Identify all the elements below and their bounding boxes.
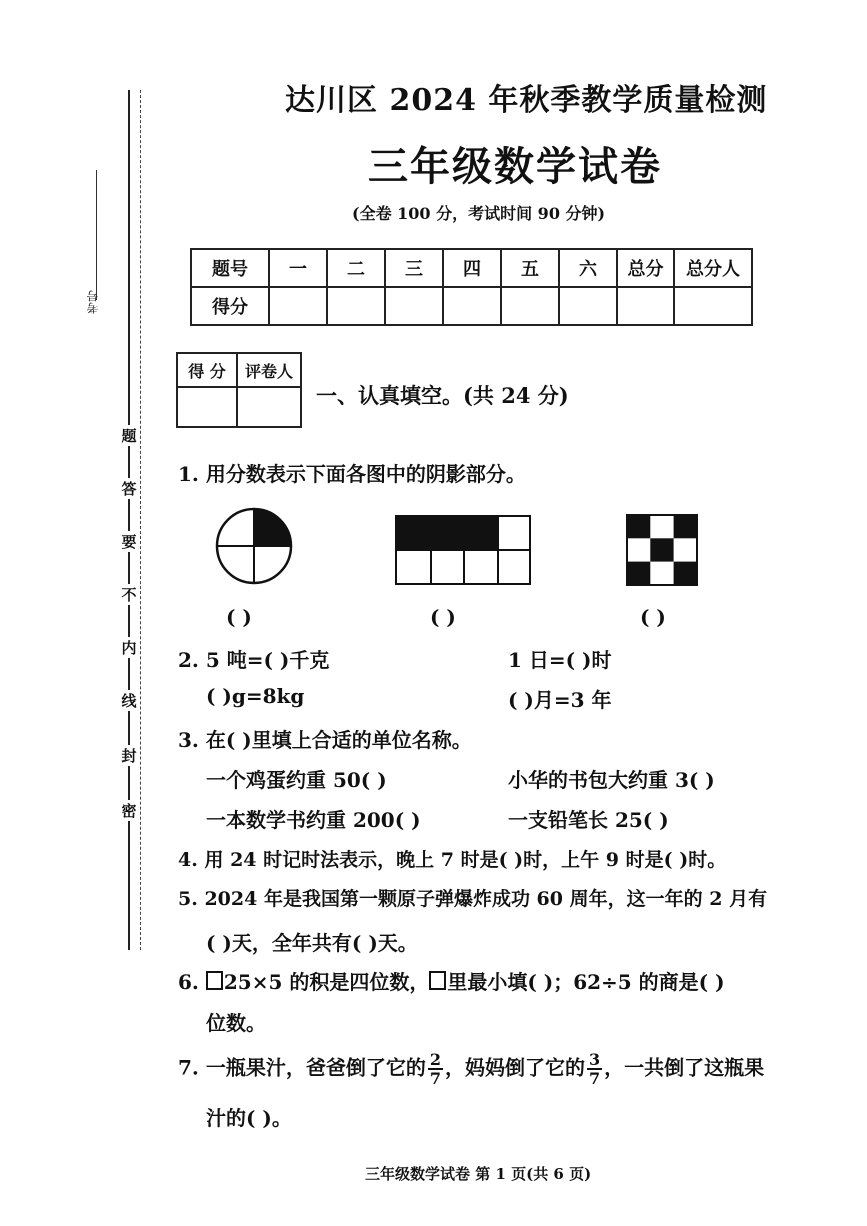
question-1: 1. 用分数表示下面各图中的阴影部分。 bbox=[178, 462, 526, 486]
grader-name-cell[interactable] bbox=[237, 387, 301, 427]
square-blank-icon bbox=[206, 971, 223, 990]
score-cell[interactable] bbox=[617, 287, 674, 325]
rectangle-shaded-part bbox=[396, 516, 498, 550]
rectangle-figure bbox=[394, 514, 532, 586]
question-7-text-a: 7. 一瓶果汁，爸爸倒了它的 bbox=[178, 1055, 426, 1080]
question-6-number: 6. bbox=[178, 970, 199, 994]
binding-char: 要 bbox=[121, 533, 137, 551]
score-cell[interactable] bbox=[269, 287, 327, 325]
question-6-text-b: 里最小填( )；62÷5 的商是( ) bbox=[447, 970, 725, 994]
question-7-text-c: ，一共倒了这瓶果 bbox=[604, 1055, 765, 1080]
exam-subtitle: 三年级数学试卷 bbox=[368, 143, 662, 190]
question-3b: 小华的书包大约重 3( ) bbox=[508, 768, 715, 792]
grader-box bbox=[176, 352, 302, 428]
page-footer: 三年级数学试卷 第 1 页(共 6 页) bbox=[365, 1165, 592, 1183]
score-cell[interactable] bbox=[559, 287, 617, 325]
binding-dashed-line bbox=[140, 90, 141, 950]
binding-char: 题 bbox=[121, 427, 137, 445]
binding-char: 线 bbox=[121, 692, 137, 710]
answer-blank[interactable]: ( ) bbox=[430, 605, 456, 629]
grader-score-label: 得 分 bbox=[177, 353, 237, 387]
circle-figure bbox=[214, 505, 294, 587]
name-line bbox=[96, 170, 97, 300]
question-2b: 1 日=( )时 bbox=[508, 648, 612, 672]
score-cell[interactable] bbox=[327, 287, 385, 325]
score-table-score-label: 得分 bbox=[191, 287, 269, 325]
score-table-column: 总分 bbox=[617, 249, 674, 287]
question-3: 3. 在( )里填上合适的单位名称。 bbox=[178, 728, 472, 752]
question-5b: ( )天，全年共有( )天。 bbox=[206, 931, 418, 955]
section-title: 一、认真填空。(共 24 分) bbox=[316, 383, 569, 408]
checkerboard-figure bbox=[626, 514, 698, 586]
checkerboard-shaded-cell bbox=[627, 562, 650, 585]
score-table-row-header: 题号 bbox=[191, 249, 269, 287]
score-table-score-row bbox=[191, 287, 752, 325]
question-2c: ( )g=8kg bbox=[206, 684, 305, 708]
score-cell[interactable] bbox=[443, 287, 501, 325]
score-table-column: 四 bbox=[443, 249, 501, 287]
score-table-column: 一 bbox=[269, 249, 327, 287]
score-cell[interactable] bbox=[674, 287, 752, 325]
exam-title: 达川区 2024 年秋季教学质量检测 bbox=[285, 83, 768, 118]
checkerboard-shaded-cell bbox=[674, 515, 697, 538]
binding-char: 不 bbox=[121, 586, 137, 604]
question-2a: 2. 5 吨=( )千克 bbox=[178, 648, 330, 672]
score-table bbox=[190, 248, 753, 326]
exam-number-label: 考号 bbox=[86, 290, 100, 314]
question-7-text-b: ，妈妈倒了它的 bbox=[444, 1055, 585, 1080]
binding-char: 内 bbox=[121, 639, 137, 657]
score-cell[interactable] bbox=[501, 287, 559, 325]
question-4: 4. 用 24 时记时法表示，晚上 7 时是( )时，上午 9 时是( )时。 bbox=[178, 849, 727, 871]
score-table-header-row bbox=[191, 249, 752, 287]
score-table-column: 三 bbox=[385, 249, 443, 287]
question-6-text-a: 25×5 的积是四位数， bbox=[223, 970, 430, 994]
binding-char: 密 bbox=[121, 802, 137, 820]
grader-name-label: 评卷人 bbox=[237, 353, 301, 387]
score-cell[interactable] bbox=[385, 287, 443, 325]
question-5a: 5. 2024 年是我国第一颗原子弹爆炸成功 60 周年，这一年的 2 月有 bbox=[178, 888, 768, 910]
question-6c: 位数。 bbox=[206, 1011, 266, 1035]
binding-char: 封 bbox=[121, 747, 137, 765]
score-table-column: 总分人 bbox=[674, 249, 752, 287]
answer-blank[interactable]: ( ) bbox=[226, 605, 252, 629]
question-6 bbox=[178, 966, 725, 995]
answer-blank[interactable]: ( ) bbox=[640, 605, 666, 629]
checkerboard-shaded-cell bbox=[650, 538, 673, 561]
question-7 bbox=[178, 1051, 764, 1087]
score-table-column: 六 bbox=[559, 249, 617, 287]
grader-score-cell[interactable] bbox=[177, 387, 237, 427]
question-2d: ( )月=3 年 bbox=[508, 688, 612, 712]
binding-char: 答 bbox=[121, 480, 137, 498]
question-7d: 汁的( )。 bbox=[206, 1106, 292, 1130]
binding-line bbox=[128, 90, 130, 950]
score-table-column: 二 bbox=[327, 249, 385, 287]
question-3c: 一本数学书约重 200( ) bbox=[206, 808, 421, 832]
fraction-two-sevenths: $\frac{2}{7}$ bbox=[429, 1050, 441, 1088]
fraction-three-sevenths: $\frac{3}{7}$ bbox=[588, 1050, 601, 1088]
score-table-column: 五 bbox=[501, 249, 559, 287]
square-blank-icon bbox=[429, 971, 446, 990]
checkerboard-shaded-cell bbox=[674, 562, 697, 585]
question-3d: 一支铅笔长 25( ) bbox=[508, 808, 669, 832]
question-3a: 一个鸡蛋约重 50( ) bbox=[206, 768, 387, 792]
exam-note: (全卷 100 分，考试时间 90 分钟) bbox=[352, 204, 606, 223]
checkerboard-shaded-cell bbox=[627, 515, 650, 538]
